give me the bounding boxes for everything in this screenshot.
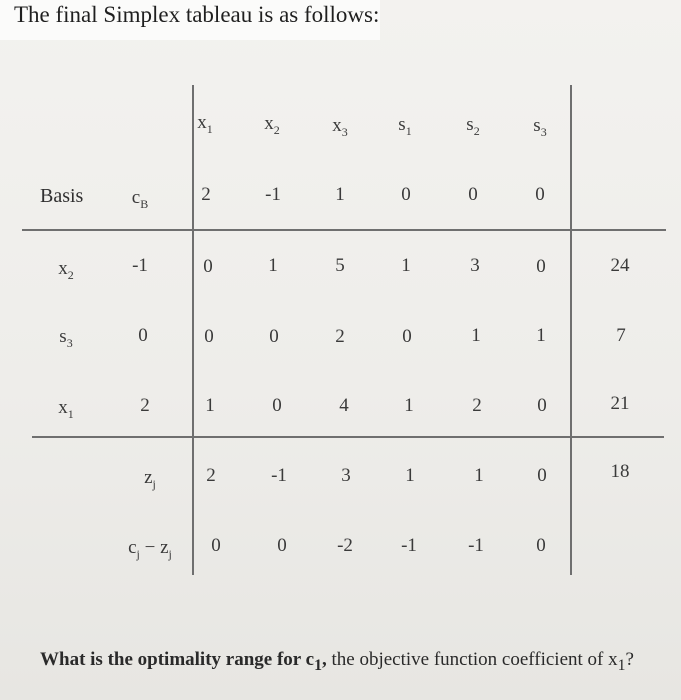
- column-header-x1: $x_1$: [197, 112, 213, 136]
- cj-minus-zj-value: 0: [211, 535, 221, 556]
- zj-value: 2: [206, 465, 216, 486]
- rhs-value: 24: [610, 255, 630, 276]
- page-title: The final Simplex tableau is as follows:: [14, 2, 380, 27]
- zj-label: $z_j$: [144, 467, 156, 491]
- table-cell: 4: [339, 395, 349, 416]
- cb-value: 2: [140, 395, 150, 416]
- column-divider-rhs: [570, 85, 572, 575]
- table-cell: 0: [269, 326, 279, 347]
- column-header-s3: $s_3$: [533, 115, 547, 139]
- cj-value: 2: [201, 184, 211, 205]
- cb-value: 0: [138, 325, 148, 346]
- question-text: What is the optimality range for $c_1$, the objective function coefficient of $x_1$?: [40, 649, 634, 674]
- table-cell: 0: [536, 256, 546, 277]
- row-divider-top: [22, 229, 666, 231]
- basis-variable-x2: $x_2$: [58, 258, 74, 282]
- column-header-x2: $x_2$: [264, 113, 280, 137]
- table-cell: 0: [203, 256, 213, 277]
- cj-value: 0: [468, 184, 478, 205]
- cj-minus-zj-value: -1: [468, 535, 484, 556]
- table-cell: 0: [537, 395, 547, 416]
- basis-variable-x1: $x_1$: [58, 397, 74, 421]
- column-header-x3: $x_3$: [332, 115, 348, 139]
- table-cell: 1: [471, 325, 481, 346]
- cj-minus-zj-value: -2: [337, 535, 353, 556]
- rhs-value: 21: [610, 393, 630, 414]
- zj-value: -1: [271, 465, 287, 486]
- zj-value: 0: [537, 465, 547, 486]
- zj-value: 1: [474, 465, 484, 486]
- rhs-value: 7: [616, 325, 626, 346]
- zj-rhs-value: 18: [610, 461, 630, 482]
- table-cell: 3: [470, 255, 480, 276]
- table-cell: 0: [204, 326, 214, 347]
- cj-value: 1: [335, 184, 345, 205]
- zj-value: 3: [341, 465, 351, 486]
- cj-minus-zj-value: 0: [536, 535, 546, 556]
- table-cell: 1: [536, 325, 546, 346]
- table-cell: 5: [335, 255, 345, 276]
- table-cell: 1: [404, 395, 414, 416]
- table-cell: 0: [402, 326, 412, 347]
- column-divider-left: [192, 85, 194, 575]
- cj-minus-zj-label: $c_j - z_j$: [128, 537, 172, 561]
- cj-value: -1: [265, 184, 281, 205]
- zj-value: 1: [405, 465, 415, 486]
- row-divider-bottom: [32, 436, 664, 438]
- cj-value: 0: [401, 184, 411, 205]
- cj-minus-zj-value: -1: [401, 535, 417, 556]
- table-cell: 1: [268, 255, 278, 276]
- table-cell: 2: [472, 395, 482, 416]
- table-cell: 2: [335, 326, 345, 347]
- basis-variable-s3: $s_3$: [59, 326, 73, 350]
- table-cell: 0: [272, 395, 282, 416]
- column-header-s1: $s_1$: [398, 114, 412, 138]
- cj-value: 0: [535, 184, 545, 205]
- cj-minus-zj-value: 0: [277, 535, 287, 556]
- question-bold: What is the optimality range for $c_1$,: [40, 649, 327, 674]
- table-cell: 1: [401, 255, 411, 276]
- column-header-s2: $s_2$: [466, 114, 480, 138]
- cb-label: $c_B$: [131, 187, 149, 211]
- table-cell: 1: [205, 395, 215, 416]
- basis-label: Basis: [40, 185, 84, 207]
- cb-value: -1: [132, 255, 148, 276]
